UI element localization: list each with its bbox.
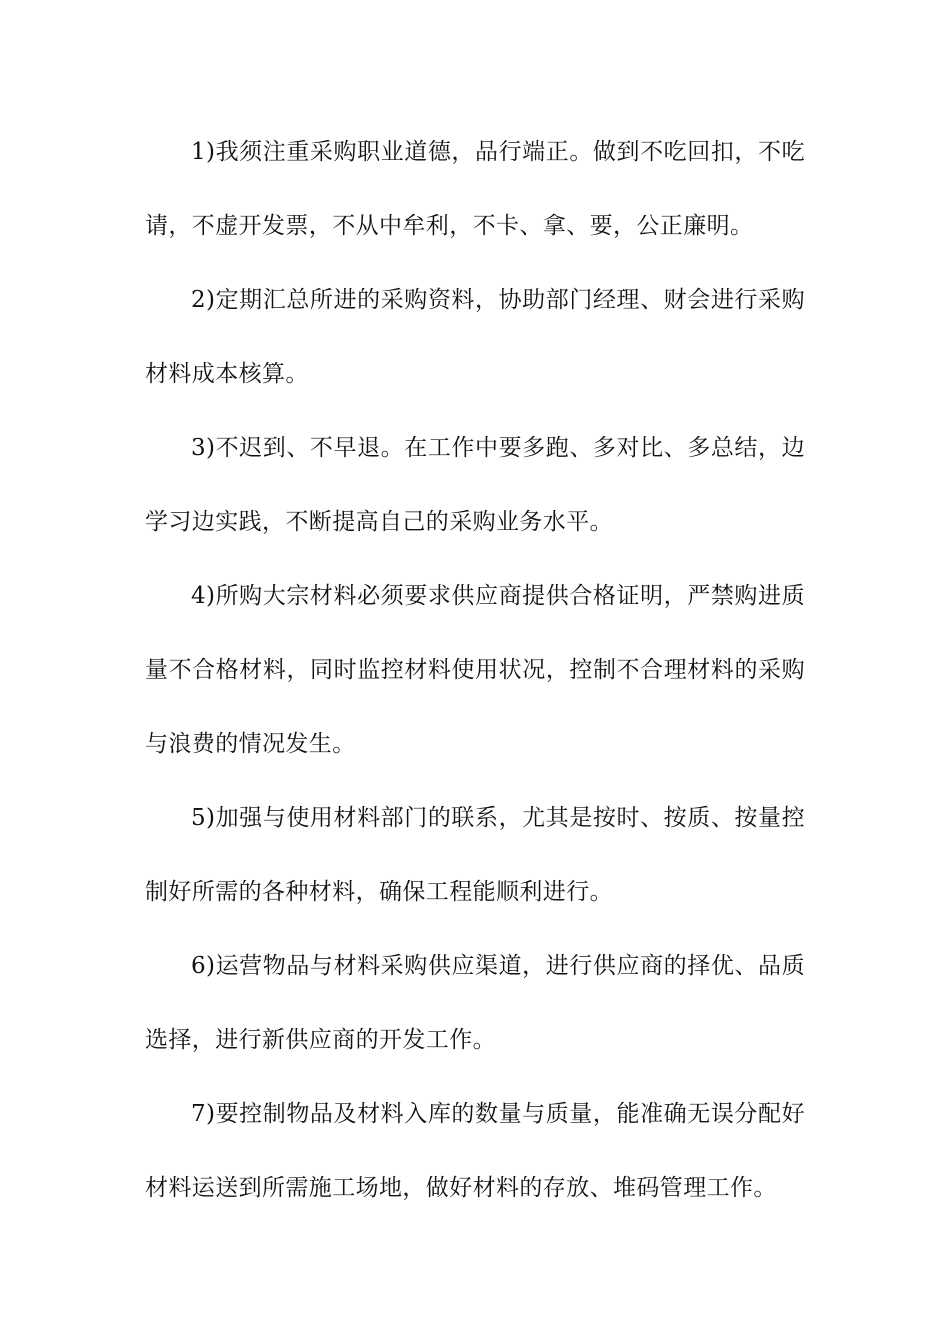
document-body [145, 115, 805, 1225]
paragraph-6: 6)运营物品与材料采购供应渠道，进行供应商的择优、品质选择，进行新供应商的开发工作。 [145, 953, 805, 1053]
paragraph-4: 4)所购大宗材料必须要求供应商提供合格证明，严禁购进质量不合格材料，同时监控材料使用状况，控制不合理材料的采购与浪费的情况发生。 [145, 583, 805, 757]
paragraph-7: 7)要控制物品及材料入库的数量与质量，能准确无误分配好材料运送到所需施工场地，做好材料的存放、堆码管理工作。 [145, 1101, 805, 1201]
paragraph-5: 5)加强与使用材料部门的联系，尤其是按时、按质、按量控制好所需的各种材料，确保工程能顺利进行。 [145, 805, 805, 905]
paragraph-3: 3)不迟到、不早退。在工作中要多跑、多对比、多总结，边学习边实践，不断提高自己的采购业务水平。 [145, 435, 805, 535]
paragraph-2: 2)定期汇总所进的采购资料，协助部门经理、财会进行采购材料成本核算。 [145, 287, 805, 387]
paragraph-1: 1)我须注重采购职业道德，品行端正。做到不吃回扣，不吃请，不虚开发票，不从中牟利，不卡、拿、要，公正廉明。 [145, 139, 805, 239]
